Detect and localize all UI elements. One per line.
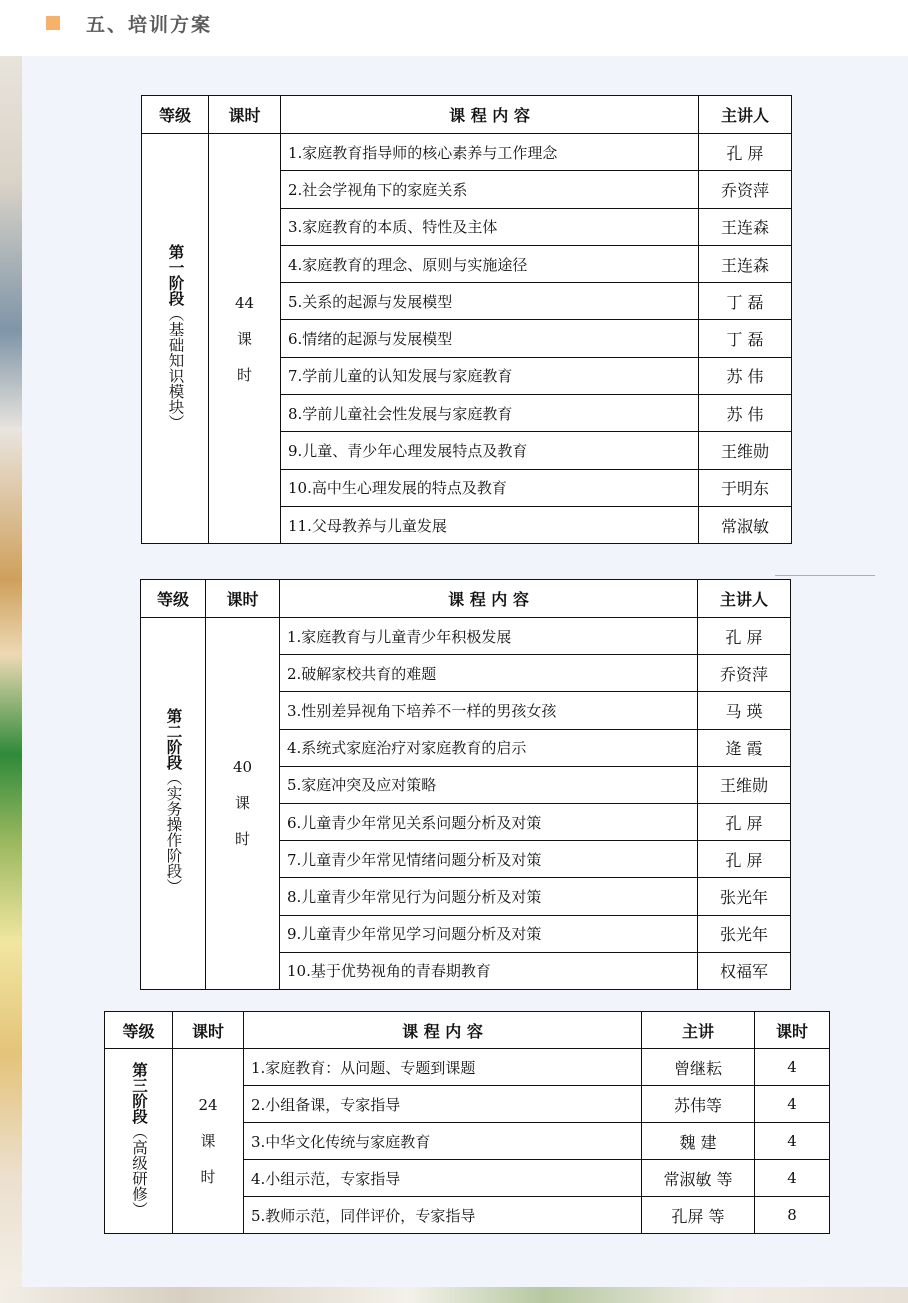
stage-hours-text: 24 xyxy=(198,1096,218,1114)
stage-label xyxy=(130,1062,147,1217)
course-lecturer: 马 瑛 xyxy=(698,692,791,729)
table-header-row xyxy=(141,580,791,618)
course-lecturer: 曾继耘 xyxy=(642,1049,755,1086)
course-hours: 8 xyxy=(755,1197,830,1234)
course-content: 7.儿童青少年常见情绪问题分析及对策 xyxy=(280,841,698,878)
course-content: 6.情绪的起源与发展模型 xyxy=(281,320,699,357)
course-content: 9.儿童、青少年心理发展特点及教育 xyxy=(281,432,699,469)
header-content: 课 程 内 容 xyxy=(281,96,699,134)
course-lecturer: 常淑敏 等 xyxy=(642,1160,755,1197)
stage-one-table xyxy=(141,95,792,544)
course-content: 3.性别差异视角下培养不一样的男孩女孩 xyxy=(280,692,698,729)
course-lecturer: 逄 霞 xyxy=(698,729,791,766)
stage-subtitle: （实务操作阶段） xyxy=(164,770,183,895)
stage-hours-text: 40 xyxy=(232,758,253,777)
stage-label xyxy=(164,708,181,894)
course-hours: 4 xyxy=(755,1160,830,1197)
header-lecturer: 主讲人 xyxy=(699,96,792,134)
course-lecturer: 丁 磊 xyxy=(699,283,792,320)
orange-square-icon xyxy=(46,16,60,30)
section-title: 五、培训方案 xyxy=(86,14,213,36)
stage-hours xyxy=(206,749,279,857)
decorative-line xyxy=(775,575,875,576)
table-header-row xyxy=(105,1012,830,1049)
stage-hours-text: 课 xyxy=(200,1132,216,1150)
course-content: 1.家庭教育：从问题、专题到课题 xyxy=(244,1049,642,1086)
course-content: 4.小组示范，专家指导 xyxy=(244,1160,642,1197)
course-lecturer: 苏伟等 xyxy=(642,1086,755,1123)
stage-hours-cell xyxy=(209,134,281,544)
course-content: 5.家庭冲突及应对策略 xyxy=(280,766,698,803)
header-content: 课 程 内 容 xyxy=(244,1012,642,1049)
table-row xyxy=(105,1049,830,1086)
header-level: 等级 xyxy=(142,96,209,134)
course-content: 11.父母教养与儿童发展 xyxy=(281,506,699,543)
stage-hours-cell xyxy=(206,618,280,990)
stage-three-table xyxy=(104,1011,830,1234)
course-content: 9.儿童青少年常见学习问题分析及对策 xyxy=(280,915,698,952)
course-content: 3.家庭教育的本质、特性及主体 xyxy=(281,208,699,245)
course-lecturer: 丁 磊 xyxy=(699,320,792,357)
course-hours: 4 xyxy=(755,1086,830,1123)
course-lecturer: 魏 建 xyxy=(642,1123,755,1160)
course-lecturer: 王维勋 xyxy=(698,766,791,803)
course-lecturer: 孔 屏 xyxy=(698,803,791,840)
course-content: 2.社会学视角下的家庭关系 xyxy=(281,171,699,208)
header-level: 等级 xyxy=(141,580,206,618)
background-photo-bottom xyxy=(0,1287,908,1303)
course-content: 10.高中生心理发展的特点及教育 xyxy=(281,469,699,506)
table-row xyxy=(142,134,792,171)
course-content: 2.小组备课，专家指导 xyxy=(244,1086,642,1123)
stage-subtitle: （高级研修） xyxy=(130,1123,149,1217)
stage-name: 第三阶段 xyxy=(130,1061,149,1124)
header-session-hours: 课时 xyxy=(755,1012,830,1049)
course-content: 1.家庭教育指导师的核心素养与工作理念 xyxy=(281,134,699,171)
header-hours: 课时 xyxy=(173,1012,244,1049)
course-content: 4.系统式家庭治疗对家庭教育的启示 xyxy=(280,729,698,766)
background-photo-strip xyxy=(0,56,22,1303)
header-hours: 课时 xyxy=(209,96,281,134)
course-lecturer: 孔 屏 xyxy=(698,841,791,878)
course-content: 7.学前儿童的认知发展与家庭教育 xyxy=(281,357,699,394)
course-hours: 4 xyxy=(755,1049,830,1086)
course-content: 5.关系的起源与发展模型 xyxy=(281,283,699,320)
course-lecturer: 孔 屏 xyxy=(699,134,792,171)
course-content: 6.儿童青少年常见关系问题分析及对策 xyxy=(280,803,698,840)
course-content: 5.教师示范，同伴评价，专家指导 xyxy=(244,1197,642,1234)
course-lecturer: 张光年 xyxy=(698,915,791,952)
course-lecturer: 苏 伟 xyxy=(699,395,792,432)
course-lecturer: 乔资萍 xyxy=(699,171,792,208)
course-lecturer: 张光年 xyxy=(698,878,791,915)
header-content: 课 程 内 容 xyxy=(280,580,698,618)
stage-hours-text: 课 xyxy=(236,329,252,348)
course-content: 8.儿童青少年常见行为问题分析及对策 xyxy=(280,878,698,915)
stage-hours-cell xyxy=(173,1049,244,1234)
course-content: 8.学前儿童社会性发展与家庭教育 xyxy=(281,395,699,432)
header-lecturer: 主讲 xyxy=(642,1012,755,1049)
course-content: 4.家庭教育的理念、原则与实施途径 xyxy=(281,245,699,282)
course-lecturer: 于明东 xyxy=(699,469,792,506)
stage-name: 第二阶段 xyxy=(164,708,183,771)
course-lecturer: 苏 伟 xyxy=(699,357,792,394)
stage-hours-text: 课 xyxy=(234,794,250,813)
course-lecturer: 权福军 xyxy=(698,952,791,989)
course-lecturer: 王连森 xyxy=(699,245,792,282)
stage-hours-text: 时 xyxy=(200,1168,216,1186)
stage-subtitle: （基础知识模块） xyxy=(166,305,185,430)
course-content: 2.破解家校共育的难题 xyxy=(280,655,698,692)
course-lecturer: 孔 屏 xyxy=(698,618,791,655)
stage-hours xyxy=(209,285,280,393)
course-lecturer: 王维勋 xyxy=(699,432,792,469)
course-lecturer: 乔资萍 xyxy=(698,655,791,692)
table-row xyxy=(141,618,791,655)
course-lecturer: 孔屏 等 xyxy=(642,1197,755,1234)
stage-hours xyxy=(173,1087,243,1195)
course-content: 10.基于优势视角的青春期教育 xyxy=(280,952,698,989)
course-lecturer: 王连森 xyxy=(699,208,792,245)
stage-hours-text: 时 xyxy=(236,365,252,384)
course-content: 1.家庭教育与儿童青少年积极发展 xyxy=(280,618,698,655)
stage-hours-text: 44 xyxy=(234,293,255,312)
course-lecturer: 常淑敏 xyxy=(699,506,792,543)
table-header-row xyxy=(142,96,792,134)
stage-cell xyxy=(105,1049,173,1234)
course-hours: 4 xyxy=(755,1123,830,1160)
stage-hours-text: 时 xyxy=(234,830,250,849)
section-header xyxy=(0,0,908,50)
stage-cell xyxy=(142,134,209,544)
stage-name: 第一阶段 xyxy=(166,243,185,306)
stage-label xyxy=(166,244,183,430)
header-lecturer: 主讲人 xyxy=(698,580,791,618)
header-level: 等级 xyxy=(105,1012,173,1049)
stage-cell xyxy=(141,618,206,990)
stage-two-table xyxy=(140,579,791,990)
header-hours: 课时 xyxy=(206,580,280,618)
course-content: 3.中华文化传统与家庭教育 xyxy=(244,1123,642,1160)
